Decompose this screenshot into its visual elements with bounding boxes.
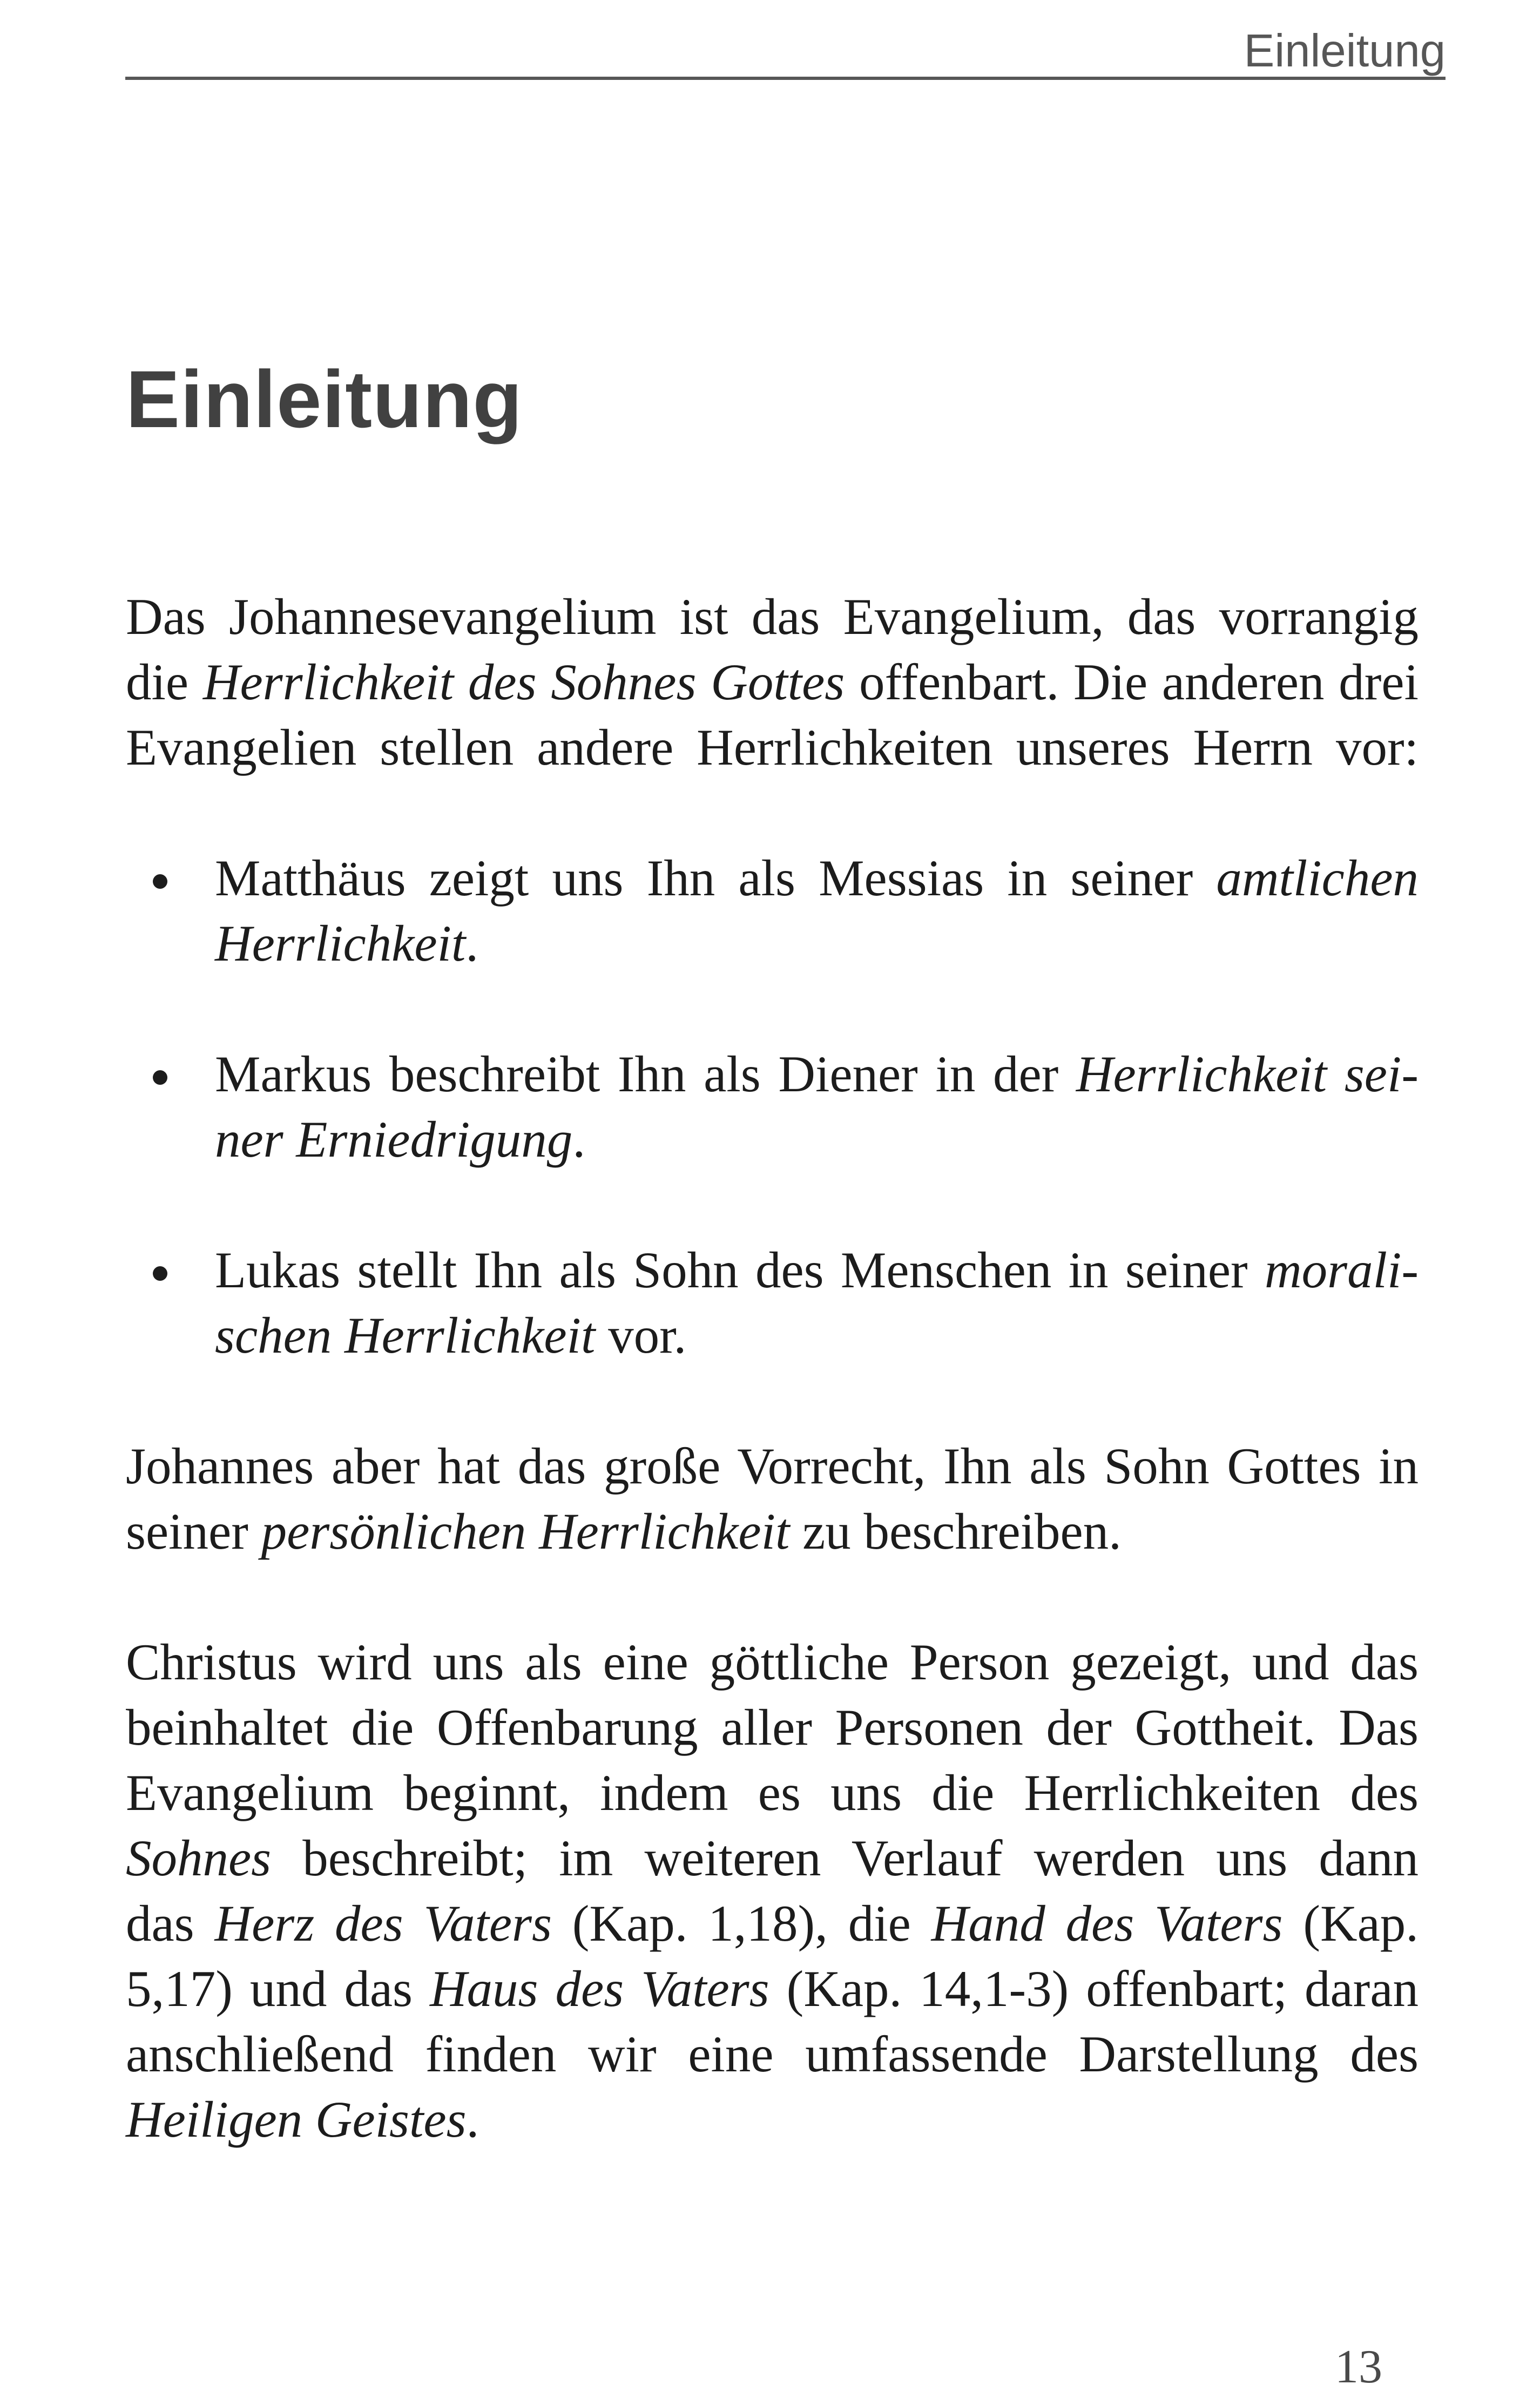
italic-run: Hand des Vaters — [931, 1895, 1283, 1952]
italic-run: amtlichen — [1216, 849, 1419, 907]
italic-run: Herz des Vaters — [214, 1895, 552, 1952]
italic-run: schen Herrlichkeit — [215, 1307, 596, 1364]
text-line — [126, 715, 1419, 780]
text-run: seiner — [126, 1503, 261, 1560]
text-run: Johannes aber hat das große Vorrecht, Ihn als Sohn Gottes in — [126, 1437, 1419, 1495]
text-run: Lukas stellt Ihn als Sohn des Menschen in seiner — [215, 1241, 1265, 1299]
italic-run: Haus des Vaters — [429, 1960, 769, 2017]
italic-run: Herrlichkeit — [215, 915, 466, 972]
text-line — [126, 650, 1419, 715]
running-head: Einleitung — [1244, 25, 1446, 77]
text-line — [215, 1303, 1419, 1368]
text-line — [126, 1499, 1419, 1564]
text-run: Das Johannesevangelium ist das Evangelium, das vorrangig — [126, 588, 1419, 645]
text-line — [126, 1695, 1419, 1760]
page-title: Einleitung — [126, 353, 523, 444]
text-line — [126, 584, 1419, 650]
text-line — [126, 1956, 1419, 2022]
italic-run: Heiligen Geistes — [126, 2091, 467, 2148]
body-text — [126, 584, 1419, 2152]
paragraph — [126, 1434, 1419, 1564]
bullet-icon — [153, 1070, 167, 1085]
text-run: (Kap. 14,1-3) offenbart; daran — [769, 1960, 1419, 2017]
text-run: offenbart. Die anderen drei — [845, 653, 1419, 711]
italic-run: Sohnes — [126, 1829, 272, 1887]
paragraph — [126, 584, 1419, 780]
text-run: (Kap. 1,18), die — [551, 1895, 931, 1952]
text-line — [126, 1760, 1419, 1826]
text-line — [126, 2022, 1419, 2087]
text-line — [126, 1891, 1419, 1956]
text-run: Christus wird uns als eine göttliche Person gezeigt, und das — [126, 1633, 1419, 1691]
text-line — [215, 846, 1419, 911]
text-run: beschreibt; im weiteren Verlauf werden uns dann — [271, 1829, 1419, 1887]
bullet-item — [126, 846, 1419, 976]
text-run: (Kap. — [1282, 1895, 1419, 1952]
text-run: die — [126, 653, 203, 711]
page-number: 13 — [1335, 2341, 1382, 2393]
italic-run: Herrlichkeit des Sohnes Gottes — [202, 653, 845, 711]
text-line — [215, 1107, 1419, 1172]
text-line — [215, 911, 1419, 976]
text-run: . — [572, 1111, 586, 1168]
bullet-item — [126, 1238, 1419, 1368]
text-run: Markus beschreibt Ihn als Diener in der — [215, 1045, 1076, 1103]
italic-run: ner Erniedrigung — [215, 1111, 573, 1168]
italic-run: Herrlichkeit sei- — [1076, 1045, 1419, 1103]
text-run: beinhaltet die Offenbarung aller Personen der Gottheit. Das — [126, 1699, 1419, 1756]
text-line — [126, 1434, 1419, 1499]
text-run: das — [126, 1895, 215, 1952]
text-run: zu beschreiben. — [789, 1503, 1122, 1560]
text-run: anschließend finden wir eine umfassende Darstellung des — [126, 2025, 1419, 2083]
text-line — [126, 1630, 1419, 1695]
text-line — [126, 2087, 1419, 2152]
header-rule — [125, 77, 1446, 80]
text-line — [215, 1042, 1419, 1107]
text-line — [215, 1238, 1419, 1303]
italic-run: persönlichen Herrlichkeit — [261, 1503, 790, 1560]
bullet-icon — [153, 874, 167, 889]
text-run: Evangelium beginnt, indem es uns die Herrlichkeiten des — [126, 1764, 1419, 1821]
text-line — [126, 1826, 1419, 1891]
text-run: 5,17) und das — [126, 1960, 430, 2017]
text-run: vor. — [595, 1307, 687, 1364]
bullet-icon — [153, 1266, 167, 1281]
bullet-item — [126, 1042, 1419, 1172]
italic-run: morali- — [1265, 1241, 1419, 1299]
paragraph — [126, 1630, 1419, 2152]
text-run: . — [466, 2091, 479, 2148]
text-run: . — [465, 915, 479, 972]
text-run: Evangelien stellen andere Herrlichkeiten unseres Herrn vor: — [126, 719, 1419, 776]
text-run: Matthäus zeigt uns Ihn als Messias in seiner — [215, 849, 1217, 907]
